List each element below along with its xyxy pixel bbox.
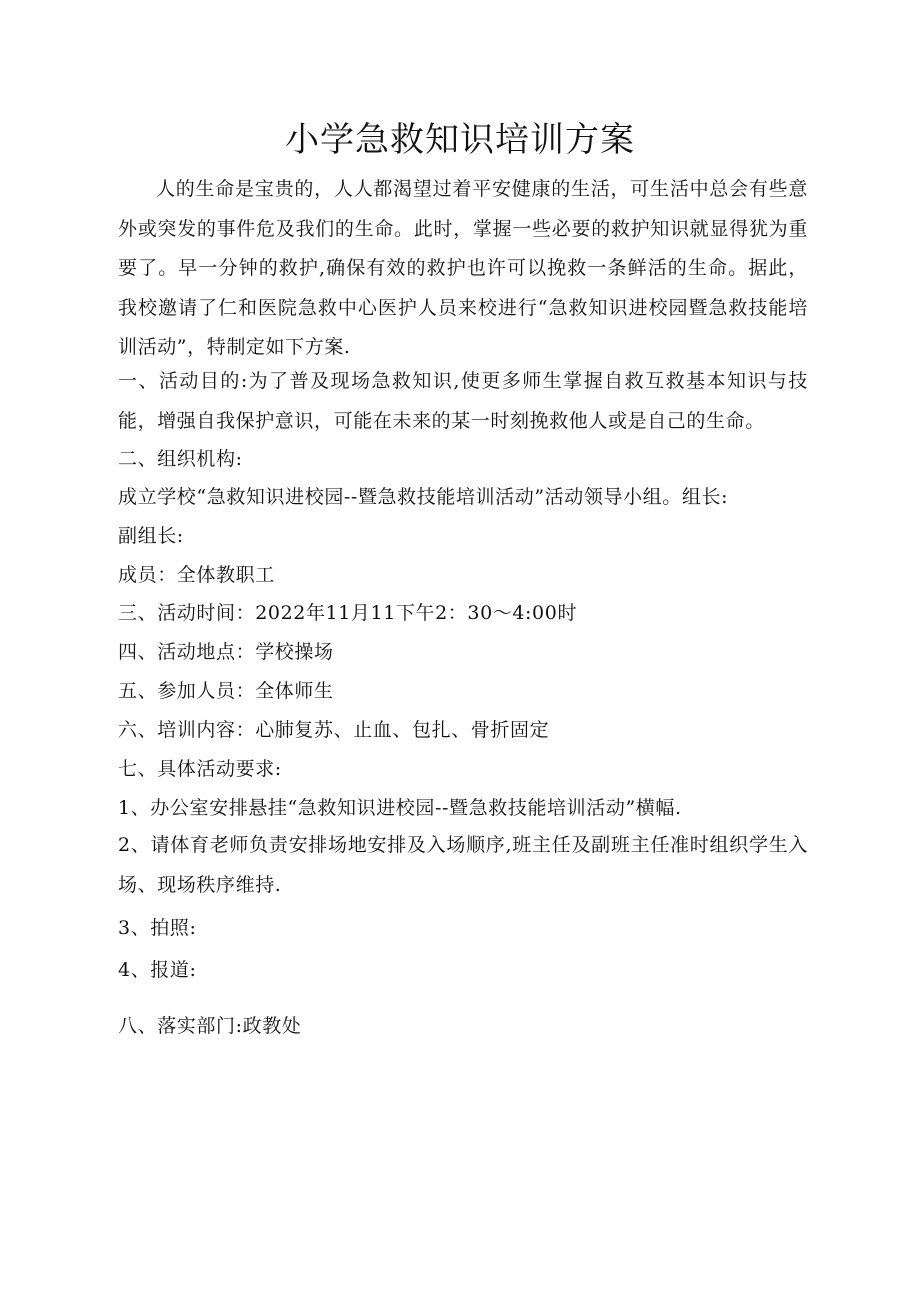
document-title: 小学急救知识培训方案 xyxy=(285,120,635,160)
section-participants: 五、参加人员：全体师生 xyxy=(118,680,334,702)
requirement-item-4: 4、报道: xyxy=(118,959,197,981)
section-time: 三、活动时间：2022年11月11下午2：30～4:00时 xyxy=(118,602,578,624)
requirement-item-2: 2、请体育老师负责安排场地安排及入场顺序,班主任及副班主任准时组织学生入场、现场秩序维持. xyxy=(118,834,808,896)
section-organization-heading: 二、组织机构: xyxy=(118,448,243,470)
intro-paragraph: 人的生命是宝贵的，人人都渴望过着平安健康的生活，可生活中总会有些意外或突发的事件危及我们的生命。此时，掌握一些必要的救护知识就显得犹为重要了。早一分钟的救护,确保有效的救护也许可以挽救一条鲜活的生命。据此，我校邀请了仁和医院急救中心医护人员来校进行“急救知识进校园暨急救技能培训活动”，特制定如下方案. xyxy=(118,178,808,358)
section-training-content: 六、培训内容：心肺复苏、止血、包扎、骨折固定 xyxy=(118,719,550,741)
organization-deputy-line: 副组长: xyxy=(118,525,184,547)
section-requirements-heading: 七、具体活动要求: xyxy=(118,758,282,780)
organization-members-line: 成员：全体教职工 xyxy=(118,564,275,586)
section-location: 四、活动地点：学校操场 xyxy=(118,641,334,663)
requirement-item-1: 1、办公室安排悬挂“急救知识进校园--暨急救技能培训活动”横幅. xyxy=(118,797,682,819)
organization-leader-line: 成立学校“急救知识进校园--暨急救技能培训活动”活动领导小组。组长: xyxy=(118,486,729,508)
requirement-item-3: 3、拍照: xyxy=(118,917,197,939)
section-department: 八、落实部门:政教处 xyxy=(118,1015,302,1037)
section-purpose: 一、活动目的:为了普及现场急救知识,使更多师生掌握自救互救基本知识与技能，增强自我保护意识，可能在未来的某一时刻挽救他人或是自己的生命。 xyxy=(118,370,808,432)
